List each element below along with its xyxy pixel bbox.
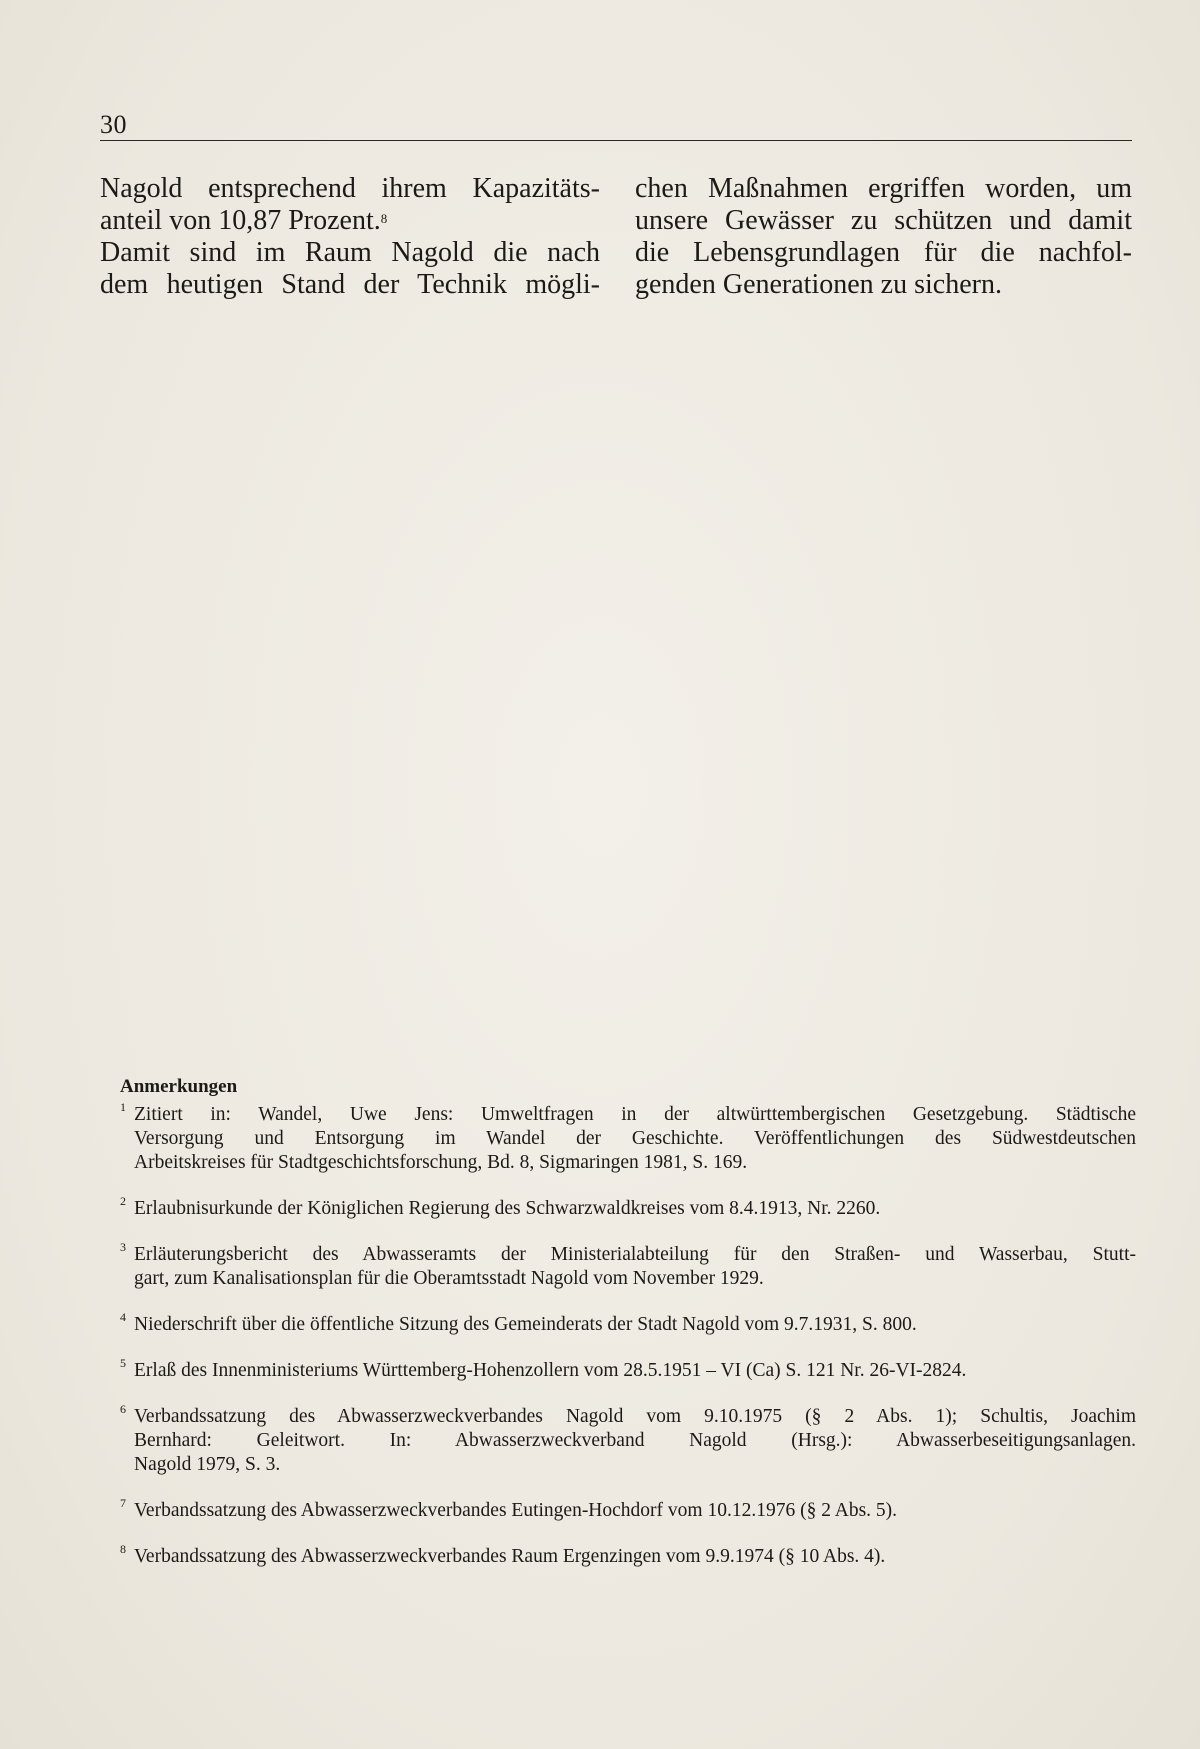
endnote-number: 7 [120,1496,126,1510]
endnote-number: 1 [120,1100,126,1114]
endnote-3 [120,1240,1136,1291]
body-text [100,173,1132,313]
text-column-left [100,173,600,301]
endnotes-section [120,1075,1136,1591]
text-line: Nagold entsprechend ihrem Kapazitäts- [100,173,600,204]
text-line: genden Generationen zu sichern. [635,269,1002,300]
endnote-number: 2 [120,1194,126,1208]
endnote-8 [120,1542,1136,1569]
endnote-line: Erlaubnisurkunde der Königlichen Regierung des Schwarzwaldkreises vom 8.4.1913, Nr. 2260. [134,1198,881,1219]
endnote-line: Verbandssatzung des Abwasserzweckverbandes Raum Ergenzingen vom 9.9.1974 (§ 10 Abs. 4). [134,1546,886,1567]
text-line: chen Maßnahmen ergriffen worden, um [635,173,1132,204]
endnote-line: gart, zum Kanalisationsplan für die Oberamtsstadt Nagold vom November 1929. [134,1268,764,1289]
text-column-right [635,173,1132,301]
endnote-line: Zitiert in: Wandel, Uwe Jens: Umweltfragen in der altwürttembergischen Gesetzgebung. Städtische [134,1104,1136,1125]
endnote-line: Nagold 1979, S. 3. [134,1454,281,1475]
endnote-line: Versorgung und Entsorgung im Wandel der Geschichte. Veröffentlichungen des Südwestdeutschen [134,1128,1136,1149]
endnote-line: Niederschrift über die öffentliche Sitzung des Gemeinderats der Stadt Nagold vom 9.7.1931, S. 800. [134,1314,917,1335]
footnote-marker: 8 [380,211,388,226]
text-line-content: anteil von 10,87 Prozent. [100,205,381,236]
endnote-number: 4 [120,1310,126,1324]
endnote-4 [120,1310,1136,1337]
endnote-7 [120,1496,1136,1523]
endnotes-heading: Anmerkungen [120,1076,238,1097]
endnote-number: 3 [120,1240,126,1254]
text-line: dem heutigen Stand der Technik mögli- [100,269,600,300]
endnote-number: 6 [120,1402,126,1416]
page-number: 30 [100,110,127,139]
endnote-line: Bernhard: Geleitwort. In: Abwasserzweckverband Nagold (Hrsg.): Abwasserbeseitigungsanlagen. [134,1430,1136,1451]
endnote-2 [120,1194,1136,1221]
endnote-line: Erlaß des Innenministeriums Württemberg-Hohenzollern vom 28.5.1951 – VI (Ca) S. 121 Nr. 26-VI-2824. [134,1360,967,1381]
endnote-1 [120,1100,1136,1175]
endnote-number: 5 [120,1356,126,1370]
endnote-line: Arbeitskreises für Stadtgeschichtsforschung, Bd. 8, Sigmaringen 1981, S. 169. [134,1152,748,1173]
endnote-6 [120,1402,1136,1477]
endnotes-list [120,1100,1136,1569]
text-line: Damit sind im Raum Nagold die nach [100,237,600,268]
endnote-line: Verbandssatzung des Abwasserzweckverbandes Nagold vom 9.10.1975 (§ 2 Abs. 1); Schultis, Joachim [134,1406,1136,1427]
endnote-line: Erläuterungsbericht des Abwasseramts der Ministerialabteilung für den Straßen- und Wasserbau, Stutt- [134,1244,1136,1265]
text-line: unsere Gewässer zu schützen und damit [635,205,1132,236]
endnote-line: Verbandssatzung des Abwasserzweckverbandes Eutingen-Hochdorf vom 10.12.1976 (§ 2 Abs. 5). [134,1500,898,1521]
header-rule [100,140,1132,141]
text-line: die Lebensgrundlagen für die nachfol- [635,237,1132,268]
endnote-5 [120,1356,1136,1383]
text-line [100,205,600,237]
endnote-number: 8 [120,1542,126,1556]
